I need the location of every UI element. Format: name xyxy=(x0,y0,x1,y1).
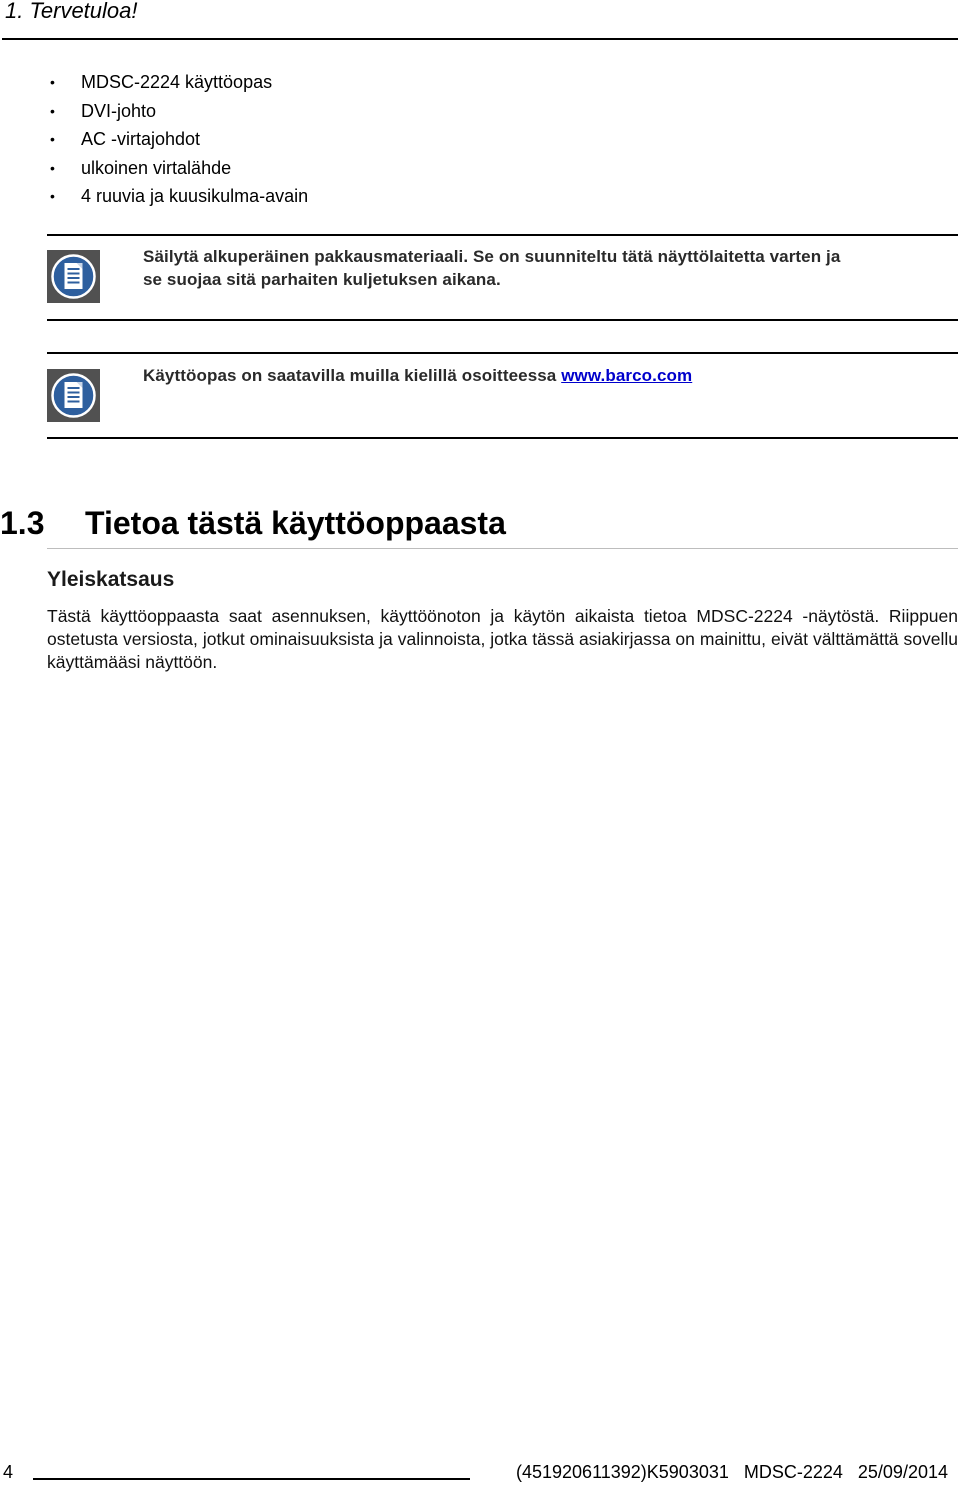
barco-link[interactable]: www.barco.com xyxy=(561,366,693,385)
section-title: Tietoa tästä käyttöoppaasta xyxy=(85,505,506,541)
note-languages xyxy=(47,352,958,440)
note-top-rule xyxy=(47,352,958,354)
header-rule xyxy=(2,38,958,40)
package-contents-list xyxy=(50,68,308,211)
note-line: se suojaa sitä parhaiten kuljetuksen aikana. xyxy=(143,270,501,289)
note-bottom-rule xyxy=(47,437,958,439)
list-item: • DVI-johto xyxy=(50,97,308,126)
note-bottom-rule xyxy=(47,319,958,321)
note-top-rule xyxy=(47,234,958,236)
list-item: • MDSC-2224 käyttöopas xyxy=(50,68,308,97)
note-text xyxy=(143,364,958,387)
section-number: 1.3 xyxy=(0,505,45,541)
note-document-icon xyxy=(47,250,100,303)
note-packaging xyxy=(47,234,958,322)
section-heading xyxy=(0,505,506,542)
page-number: 4 xyxy=(3,1462,14,1482)
note-line: Säilytä alkuperäinen pakkausmateriaali. Se on suunniteltu tätä näyttölaitetta varten ja xyxy=(143,247,841,266)
subheading: Yleiskatsaus xyxy=(47,568,175,591)
list-item: • ulkoinen virtalähde xyxy=(50,154,308,183)
footer-rule xyxy=(33,1478,470,1480)
section-rule xyxy=(47,548,958,549)
body-paragraph: Tästä käyttöoppaasta saat asennuksen, käyttöönoton ja käytön aikaista tietoa MDSC-2224 -näytöstä. Riippuen ostetusta versiosta, jotkut ominaisuuksista ja valinnoista, jotka tässä asiakirjassa on mainittu, eivät välttämättä sovellu käyttämääsi näyttöön. xyxy=(47,606,958,672)
footer-doc-info: (451920611392)K5903031 MDSC-2224 25/09/2014 xyxy=(516,1462,948,1482)
note-sentence: Käyttöopas on saatavilla muilla kielillä osoitteessa xyxy=(143,366,557,385)
note-document-icon xyxy=(47,369,100,422)
chapter-title: 1. Tervetuloa! xyxy=(5,0,138,23)
note-text xyxy=(143,245,958,291)
list-item: • AC -virtajohdot xyxy=(50,125,308,154)
list-item: • 4 ruuvia ja kuusikulma-avain xyxy=(50,182,308,211)
